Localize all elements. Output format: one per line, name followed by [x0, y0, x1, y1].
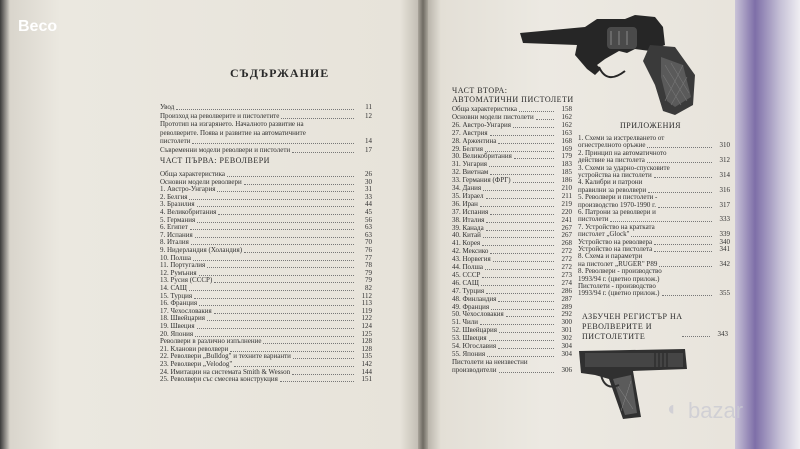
- toc-entry-label: 15. Турция: [160, 291, 193, 300]
- toc-entry-page: 304: [561, 342, 572, 350]
- toc-entry-label: 5. Германия: [160, 215, 196, 224]
- leader-dots: [263, 337, 354, 344]
- leader-dots: [189, 284, 354, 291]
- toc-entry-label: 8. Схема и параметри: [578, 252, 643, 261]
- toc-entry-page: 135: [361, 352, 372, 361]
- toc-entry-label: производители: [452, 365, 497, 374]
- toc-entry-label: пистолети: [578, 215, 609, 224]
- toc-entry-page: 63: [365, 223, 372, 232]
- leader-dots: [654, 238, 712, 245]
- toc-entry-label: Обща характеристика: [160, 170, 226, 178]
- toc-entry-label: 17. Чехословакия: [160, 306, 212, 315]
- toc-entry-page: 292: [561, 310, 572, 319]
- toc-entry-page: 316: [719, 185, 730, 194]
- leader-dots: [480, 318, 554, 325]
- toc-entry-page: 241: [561, 215, 572, 224]
- toc-entry-page: 317: [719, 200, 730, 209]
- toc-entry-label: 43. Норвегия: [452, 255, 491, 264]
- toc-entry-page: 162: [561, 120, 572, 129]
- toc-entry-label: 21. Кланови револвери: [160, 344, 229, 353]
- toc-entry-page: 119: [361, 306, 372, 315]
- toc-entry-page: 272: [561, 263, 572, 271]
- toc-entry-label: Прототип на изгарянето. Началното развитие на: [160, 120, 304, 128]
- leader-dots: [506, 310, 554, 317]
- leader-dots: [489, 160, 554, 167]
- leader-dots: [207, 261, 354, 268]
- toc-entry-page: 124: [361, 322, 372, 330]
- toc-entry-label: 11. Португалия: [160, 261, 206, 270]
- leader-dots: [485, 145, 554, 152]
- toc-entry-page: 31: [365, 185, 372, 194]
- leader-dots: [480, 200, 554, 207]
- leader-dots: [214, 276, 354, 283]
- toc-entry-page: 340: [719, 237, 730, 246]
- leader-dots: [485, 263, 554, 270]
- toc-entry-page: 168: [561, 136, 572, 145]
- toc-entry-page: 310: [719, 141, 730, 150]
- toc-entry-label: 5. Револвери и пистолети -: [578, 193, 658, 202]
- toc-entry-label: правилни за револвери: [578, 185, 647, 194]
- leader-dots: [482, 271, 554, 278]
- leader-dots: [486, 216, 554, 223]
- toc-entry-label: 32. Виетнам: [452, 168, 489, 177]
- toc-entry-label: Основни модели пистолети: [452, 112, 534, 121]
- toc-entry-label: пистолети: [160, 137, 191, 145]
- leader-dots: [176, 103, 354, 110]
- leader-dots: [659, 260, 712, 267]
- toc-entry-label: Увод: [160, 103, 175, 111]
- toc-entry-page: 333: [719, 215, 730, 224]
- leader-dots: [489, 334, 554, 341]
- toc-entry-label: Основни модели револвери: [160, 177, 242, 186]
- toc-entry-page: 304: [561, 349, 572, 358]
- leader-dots: [207, 314, 354, 321]
- toc-entry-label: огнестрелното оръжие: [578, 141, 646, 150]
- leader-dots: [514, 152, 554, 159]
- toc-entry-page: 45: [365, 208, 372, 216]
- toc-entry-page: 70: [365, 238, 372, 247]
- leader-dots: [193, 254, 354, 261]
- toc-entry-page: 272: [561, 255, 572, 264]
- toc-entry-label: Устройство на револвера: [578, 237, 653, 246]
- index-page-number: 343: [717, 330, 728, 338]
- toc-entry-label: 7. Устройство на кратката: [578, 222, 655, 231]
- leader-dots: [490, 247, 554, 254]
- leader-dots: [483, 184, 554, 191]
- toc-entry-label: 1993/94 г. (цветно прилож.): [578, 274, 660, 283]
- toc-entry-label: 44. Полша: [452, 263, 483, 271]
- leader-dots: [197, 322, 354, 329]
- toc-entry-label: 8. Италия: [160, 238, 189, 247]
- leader-dots: [499, 366, 554, 373]
- heading-line: ЧАСТ ВТОРА:: [452, 86, 508, 95]
- toc-entry-page: 56: [365, 215, 372, 224]
- toc-entry-label: 12. Румъния: [160, 268, 197, 277]
- toc-entry-page: 274: [561, 278, 572, 287]
- toc-entry-page: 76: [365, 246, 372, 254]
- leader-dots: [658, 201, 712, 208]
- toc-entry-label: 1. Схеми за изстрелването от: [578, 134, 665, 142]
- toc-entry-page: 211: [561, 191, 572, 200]
- book-cover-edge: [735, 0, 800, 449]
- toc-entry-page: 267: [561, 231, 572, 240]
- toc-entry-page: 306: [561, 365, 572, 374]
- toc-entry-page: 287: [561, 294, 572, 303]
- toc-entry-label: 31. Унгария: [452, 160, 488, 169]
- toc-entry-label: Пистолети - производство: [578, 282, 656, 290]
- leader-dots: [244, 246, 354, 253]
- toc-entry-page: 183: [561, 160, 572, 169]
- toc-entry-page: 286: [561, 286, 572, 295]
- toc-entry-label: 23. Револвери „Velodog": [160, 360, 233, 368]
- leader-dots: [194, 292, 354, 299]
- toc-entry-label: 39. Канада: [452, 223, 484, 232]
- toc-entry-label: 4. Калибри и патрони: [578, 178, 643, 187]
- leader-dots: [648, 186, 712, 193]
- leader-dots: [490, 129, 554, 136]
- toc-entry-page: 179: [561, 152, 572, 161]
- leader-dots: [292, 146, 354, 153]
- toc-entry-page: 314: [719, 171, 730, 179]
- toc-entry-label: 18. Швейцария: [160, 314, 205, 323]
- leader-dots: [281, 112, 354, 119]
- toc-entry-page: 78: [365, 261, 372, 270]
- leader-dots: [199, 299, 354, 306]
- toc-entry-label: Съвременни модели револвери и пистолети: [160, 145, 291, 154]
- heading-line: ПИСТОЛЕТИТЕ: [582, 332, 646, 341]
- toc-entry-page: 289: [561, 302, 572, 311]
- toc-entry-label: 1993/94 г. (цветно прилож.): [578, 289, 660, 298]
- heading-line: АВТОМАТИЧНИ ПИСТОЛЕТИ: [452, 95, 574, 104]
- toc-entry-label: 9. Нидерландия (Холандия): [160, 246, 243, 254]
- toc-entry-label: 13. Русия (СССР): [160, 276, 213, 285]
- part-one-heading: ЧАСТ ПЪРВА: РЕВОЛВЕРИ: [160, 156, 270, 165]
- toc-entry-page: 210: [561, 184, 572, 192]
- toc-entry-label: 54. Югославия: [452, 342, 497, 350]
- toc-entry-label: 2. Белгия: [160, 192, 188, 201]
- toc-entry-label: 52. Швейцария: [452, 326, 497, 335]
- leader-dots: [292, 368, 354, 375]
- toc-entry-label: 38. Италия: [452, 215, 485, 224]
- leader-dots: [493, 255, 554, 262]
- toc-entry-page: 63: [365, 230, 372, 239]
- toc-entry-label: Произход на револверите и пистолетите: [160, 111, 280, 120]
- toc-entry-label: Обща характеристика: [452, 105, 518, 113]
- leader-dots: [519, 105, 554, 112]
- leader-dots: [244, 178, 354, 185]
- leader-dots: [191, 238, 354, 245]
- toc-entry-label: 4. Великобритания: [160, 208, 217, 216]
- toc-entry-label: 1. Австро-Унгария: [160, 185, 216, 194]
- toc-entry-label: 33. Германия (ФРГ): [452, 176, 511, 185]
- leader-dots: [491, 303, 554, 310]
- leader-dots: [190, 223, 354, 230]
- leader-dots: [486, 287, 554, 294]
- toc-entry-page: 26: [365, 170, 372, 178]
- toc-entry-page: 33: [365, 192, 372, 201]
- book-spine: [418, 0, 428, 449]
- toc-entry-label: 16. Франция: [160, 299, 198, 308]
- toc-entry-page: 79: [365, 276, 372, 285]
- toc-entry-page: 342: [719, 259, 730, 268]
- toc-entry-page: 186: [561, 176, 572, 185]
- toc-entry-page: 142: [361, 360, 372, 368]
- leader-dots: [498, 342, 554, 349]
- leader-dots: [499, 326, 554, 333]
- leader-dots: [483, 231, 554, 238]
- toc-entry: [160, 375, 372, 384]
- leader-dots: [536, 113, 554, 120]
- toc-entry-page: 158: [561, 105, 572, 113]
- leader-dots: [486, 192, 554, 199]
- toc-entry-page: 220: [561, 207, 572, 216]
- toc-entry-page: 162: [561, 112, 572, 121]
- toc-entry-label: 8. Револвери - производство: [578, 267, 662, 276]
- toc-entry-page: 113: [361, 299, 372, 308]
- toc-entry-page: 14: [365, 137, 372, 145]
- heading-line: РЕВОЛВЕРИТЕ И: [582, 322, 652, 331]
- watermark: bazar: [688, 398, 744, 423]
- leader-dots: [513, 176, 554, 183]
- leader-dots: [192, 137, 354, 144]
- leader-dots: [662, 289, 712, 296]
- toc-entry-page: 44: [365, 200, 372, 209]
- leader-dots: [498, 137, 554, 144]
- toc-entry: [160, 146, 372, 155]
- toc-title: СЪДЪРЖАНИЕ: [230, 66, 330, 80]
- toc-entry-page: 151: [361, 375, 372, 384]
- leader-dots: [197, 216, 354, 223]
- toc-entry-page: 219: [561, 199, 572, 208]
- leader-dots: [482, 239, 554, 246]
- appendix-heading: ПРИЛОЖЕНИЯ: [620, 121, 681, 130]
- toc-entry-label: Устройство на пистолета: [578, 245, 653, 253]
- toc-entry-label: 19. Швеция: [160, 322, 195, 330]
- toc-entry-label: 24. Имитации на системата Smith & Wesson: [160, 367, 291, 376]
- toc-entry-label: Револвери в различно изпълнение: [160, 337, 262, 346]
- toc-entry-label: револверите. Поява и развитие на автоматичните: [160, 128, 306, 137]
- toc-entry: [578, 289, 730, 298]
- toc-entry-page: 302: [561, 334, 572, 343]
- leader-dots: [214, 307, 354, 314]
- toc-entry-label: 49. Франция: [452, 302, 490, 311]
- toc-entry-label: 7. Испания: [160, 230, 193, 239]
- leader-dots: [654, 171, 712, 178]
- toc-entry-label: 34. Дания: [452, 184, 482, 192]
- toc-entry-page: 12: [365, 111, 372, 120]
- toc-entry-page: 301: [561, 326, 572, 335]
- leader-dots: [481, 279, 554, 286]
- leader-dots: [610, 215, 712, 222]
- toc-entry-label: 20. Япония: [160, 329, 194, 338]
- toc-entry-label: 46. САЩ: [452, 278, 479, 287]
- leader-dots: [280, 375, 354, 382]
- leader-dots: [189, 193, 354, 200]
- toc-entry-page: 128: [361, 337, 372, 346]
- toc-entry-page: 272: [561, 247, 572, 256]
- toc-entry-label: 2. Принцип на автоматичното: [578, 148, 667, 157]
- leader-dots: [498, 295, 554, 302]
- toc-entry-label: 50. Чехословакия: [452, 310, 504, 319]
- leader-dots: [227, 170, 354, 177]
- toc-entry-label: 3. Бразилия: [160, 200, 195, 209]
- watermark-bag-icon: ◖: [665, 398, 678, 420]
- leader-dots: [230, 345, 354, 352]
- toc-entry-label: действие на пистолета: [578, 156, 645, 165]
- toc-entry-label: 29. Белгия: [452, 144, 483, 153]
- toc-entry-label: 51. Чили: [452, 318, 479, 327]
- leader-dots: [217, 185, 354, 192]
- toc-entry-label: 6. Египет: [160, 223, 188, 232]
- toc-entry-page: 128: [361, 344, 372, 353]
- toc-entry-label: 28. Аржентина: [452, 136, 497, 145]
- leader-dots: [490, 208, 554, 215]
- toc-entry-page: 30: [365, 177, 372, 186]
- toc-entry-label: 45. СССР: [452, 270, 481, 279]
- leader-dots: [487, 350, 554, 357]
- toc-entry-label: 10. Полша: [160, 253, 191, 262]
- toc-entry-page: 11: [365, 103, 372, 111]
- toc-entry-label: 47. Турция: [452, 286, 485, 295]
- toc-entry-page: 77: [365, 253, 372, 262]
- toc-entry-page: 79: [365, 268, 372, 277]
- leader-dots: [486, 224, 554, 231]
- toc-entry-label: 14. САЩ: [160, 284, 187, 292]
- toc-entry-page: 341: [719, 245, 730, 253]
- leader-dots: [631, 230, 712, 237]
- toc-entry-label: 53. Швеция: [452, 334, 487, 343]
- toc-entry-label: на пистолет „RUGER" P89: [578, 259, 658, 268]
- toc-entry-label: Пистолети на неизвестни: [452, 357, 528, 366]
- heading-line: АЗБУЧЕН РЕГИСТЪР НА: [582, 312, 683, 321]
- toc-entry-label: 55. Япония: [452, 349, 486, 358]
- toc-entry: [452, 366, 572, 375]
- toc-entry-label: 26. Австро-Унгария: [452, 120, 511, 129]
- toc-entry-label: 42. Мексико: [452, 247, 489, 256]
- toc-entry-label: 36. Иран: [452, 199, 478, 208]
- toc-entry-page: 185: [561, 168, 572, 177]
- leader-dots: [195, 330, 354, 337]
- toc-entry-label: 35. Израел: [452, 191, 484, 200]
- toc-entry-page: 163: [561, 128, 572, 137]
- leader-dots: [293, 352, 354, 359]
- toc-entry-label: 40. Китай: [452, 231, 481, 240]
- toc-entry-label: 41. Корея: [452, 239, 481, 248]
- toc-entry-label: 48. Финландия: [452, 294, 497, 303]
- toc-entry-label: устройства на пистолети: [578, 171, 652, 179]
- toc-entry-page: 112: [361, 291, 372, 300]
- leader-dots: [490, 168, 554, 175]
- toc-entry-page: 122: [361, 314, 372, 323]
- brand-logo: Beco: [18, 18, 58, 35]
- toc-entry-label: 37. Испания: [452, 207, 489, 216]
- toc-entry-page: 300: [561, 318, 572, 327]
- toc-entry-label: 30. Великобритания: [452, 152, 512, 161]
- leader-dots: [218, 208, 354, 215]
- leader-dots: [197, 200, 354, 207]
- leader-dots: [234, 360, 354, 367]
- toc-entry-label: 3. Схеми за ударно-спусковите: [578, 163, 670, 172]
- leader-dots: [513, 121, 554, 128]
- toc-entry-page: 82: [365, 284, 372, 292]
- toc-entry-label: 27. Австрия: [452, 128, 488, 137]
- toc-entry-page: 125: [361, 329, 372, 338]
- leader-dots: [199, 269, 354, 276]
- toc-entry-label: пистолет „Glock": [578, 230, 630, 239]
- toc-entry-page: 355: [719, 289, 730, 298]
- leader-dots: [654, 245, 712, 252]
- toc-entry-page: 169: [561, 144, 572, 153]
- toc-entry-label: 25. Револвери със смесена конструкция: [160, 375, 278, 384]
- toc-entry-page: 144: [361, 367, 372, 376]
- toc-entry-label: 6. Патрони за револвери и: [578, 208, 656, 216]
- toc-entry-label: 22. Револвери „Bulldog" и техните варианти: [160, 352, 291, 361]
- toc-entry-page: 17: [365, 145, 372, 154]
- toc-entry-page: 268: [561, 239, 572, 248]
- toc-entry-page: 267: [561, 223, 572, 232]
- leader-dots: [647, 141, 712, 148]
- toc-entry-page: 312: [719, 156, 730, 165]
- leader-dots: [647, 156, 712, 163]
- toc-entry-page: 339: [719, 230, 730, 239]
- toc-entry-page: 273: [561, 270, 572, 279]
- index-page-row: [680, 330, 728, 339]
- toc-entry-label: производство 1970-1990 г.: [578, 200, 656, 209]
- leader-dots: [195, 231, 354, 238]
